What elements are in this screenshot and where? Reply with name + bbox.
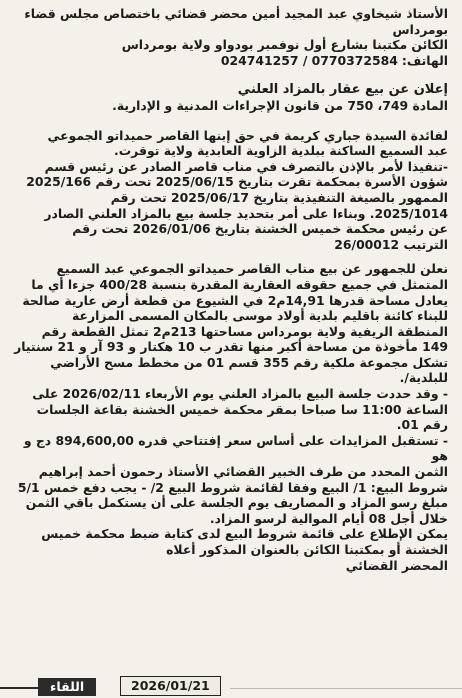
announcement-heading (10, 82, 448, 113)
text-line: 149 مأخوذة من مساحة أكبر منها تقدر ب 10 هكتار و 93 آر و 21 سنتيار (14, 339, 448, 355)
text-line: شروط البيع: 1/ البيع وفقا لقائمة شروط البيع 2/ - يجب دفع خمس 5/1 (17, 479, 448, 495)
announcement-title: إعلان عن بيع عقار بالمزاد العلني (237, 82, 448, 98)
text-line: - تستقبل المزايدات على أساس سعر إفتتاحي قدره 894,600,00 دج و هو (23, 432, 448, 464)
property-description-paragraph (10, 261, 448, 386)
text-line: لفائدة السيدة جباري كريمة في حق إبنها القاصر حميداتو الجموعي (47, 127, 448, 143)
bailiff-header (10, 6, 448, 68)
footer-rule-left (0, 687, 38, 689)
text-line: عن رئيس محكمة خميس الخشنة بتاريخ 2026/01/06 تحت رقم (72, 221, 448, 237)
hearing-date-paragraph (10, 386, 448, 433)
text-line: -تنفيذا لأمر بالإذن بالتصرف في مناب قاصر الصادر عن رئيس قسم (44, 158, 448, 174)
office-address-line: الكائن مكتبنا بشارع أول نوفمبر بودواو ولاية بومرداس (121, 37, 448, 53)
legal-reference: المادة 749، 750 من قانون الإجراءات المدنية و الإدارية. (112, 97, 448, 113)
bidding-terms-paragraph (10, 433, 448, 527)
phone-line (10, 53, 448, 69)
text-line: عبد السميع الساكنة ببلدية الزاوية العابدية ولاية توقرت. (114, 143, 448, 159)
phone-label: الهاتف: (401, 52, 448, 68)
newspaper-name: اللقاء (38, 678, 96, 696)
text-line: المتمثل في جميع حقوقه العقارية المقدرة بنسبة 400/28 جزءا أي ما (31, 276, 448, 292)
text-line: مبلغ رسو المزاد و المصاريف يوم الجلسة على أن يستكمل باقي الثمن (25, 495, 448, 511)
footer-rule-right (230, 688, 462, 689)
text-line: الترتيب 26/00012 (334, 236, 448, 252)
publication-date: 2026/01/21 (120, 676, 221, 696)
text-line: المنطقة الريفية ولاية بومرداس مساحتها 213م2 تمثل القطعة رقم (41, 323, 448, 339)
jurisdiction-line: بومرداس (392, 21, 448, 37)
text-line: للبلدية/. (399, 370, 448, 386)
consultation-paragraph (10, 526, 448, 557)
text-line: الممهور بالصيغة التنفيذية بتاريخ 2025/06/17 تحت رقم (110, 189, 448, 205)
beneficiary-paragraph (10, 128, 448, 159)
text-line: خلال أجل 08 أيام الموالية لرسو المزاد. (209, 510, 448, 526)
text-line: للبناء كائنة باقليم بلدية أولاد موسى بالمكان المسمى المزارعة (71, 308, 448, 324)
text-line: يعادل مساحة قدرها 14,91م2 في الشيوع من قطعة أرض عارية صالحة (22, 292, 448, 308)
phone-numbers: 024741257 / 0770372584 (220, 52, 398, 68)
text-line: الخشنة أو بمكتبنا الكائن بالعنوان المذكور أعلاه (166, 542, 448, 557)
text-line: تشكل مجموعة ملكية رقم 355 قسم 01 من مخطط مسح الأراضي (50, 354, 448, 370)
publication-footer (0, 674, 462, 698)
text-line: الساعة 11:00 سا صباحا بمقر محكمة خميس الخشنة بقاعة الجلسات (36, 401, 448, 417)
text-line: يمكن الإطلاع على قائمة شروط البيع لدى كتابة ضبط محكمة خميس (41, 526, 448, 542)
signature (10, 558, 448, 574)
bailiff-name-line: الأستاذ شيخاوي عبد المجيد أمين محضر قضائي باختصاص مجلس قضاء (24, 6, 448, 21)
text-line: رقم 01. (396, 417, 448, 433)
text-line: الثمن المحدد من طرف الخبير القضائي الأستاذ رحمون أحمد إبراهيم (38, 464, 448, 480)
text-line: نعلن للجمهور عن بيع مناب القاصر حميداتو الجموعي عبد السميع (56, 261, 448, 277)
signature-title: المحضر القضائي (345, 557, 448, 573)
text-line: - وقد حددت جلسة البيع بالمزاد العلني يوم الأربعاء 2026/02/11 على (32, 386, 448, 402)
text-line: شؤون الأسرة بمحكمة تقرت بتاريخ 2025/06/15 تحت رقم 2025/166 (26, 174, 448, 190)
court-order-paragraph (10, 159, 448, 253)
text-line: 2025/1014. وبناءا على أمر بتحديد جلسة بيع بالمزاد العلني الصادر (44, 205, 448, 221)
